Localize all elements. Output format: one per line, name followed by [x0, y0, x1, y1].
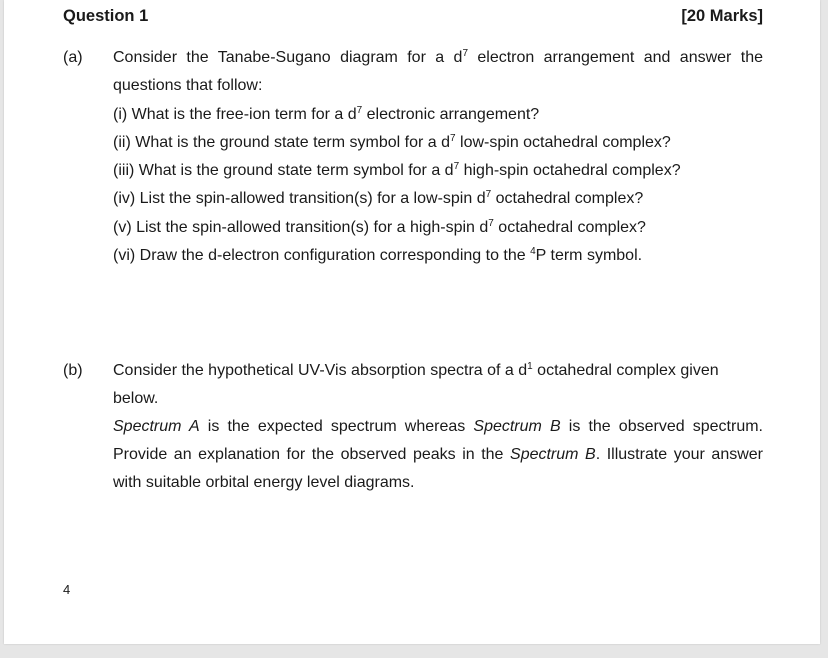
part-b-line-4: Provide an explanation for the observed peaks in the Spectrum B. Illustrate your answer — [113, 446, 763, 463]
part-b-line-1: Consider the hypothetical UV-Vis absorption spectra of a $d^1$ octahedral complex given — [113, 361, 719, 379]
part-a-intro-line-1: Consider the Tanabe-Sugano diagram for a $d^7$ electron arrangement and answer the — [113, 48, 763, 66]
part-a-item-4: (iv) List the spin-allowed transition(s) for a low-spin $d^7$ octahedral complex? — [113, 189, 644, 207]
marks-label: [20 Marks] — [681, 7, 763, 25]
part-a-item-5: (v) List the spin-allowed transition(s) for a high-spin $d^7$ octahedral complex? — [113, 218, 646, 236]
question-title: Question 1 — [63, 7, 149, 25]
part-a-intro-line-2: questions that follow: — [113, 77, 263, 94]
part-b-line-3: Spectrum A is the expected spectrum whereas Spectrum B is the observed spectrum. — [113, 418, 763, 435]
page-number: 4 — [63, 582, 71, 597]
part-a-item-6: (vi) Draw the d-electron configuration corresponding to the $^4$P term symbol. — [113, 246, 643, 264]
document-page — [4, 0, 820, 644]
part-a-item-1: (i) What is the free-ion term for a $d^7$ electronic arrangement? — [113, 105, 540, 123]
part-a-item-3: (iii) What is the ground state term symbol for a $d^7$ high-spin octahedral complex? — [113, 161, 681, 179]
part-b-label: (b) — [63, 362, 83, 379]
part-b-line-5: with suitable orbital energy level diagrams. — [113, 474, 415, 491]
part-b-line-2: below. — [113, 390, 159, 407]
part-a-label: (a) — [63, 49, 83, 66]
part-a-item-2: (ii) What is the ground state term symbol for a $d^7$ low-spin octahedral complex? — [113, 133, 671, 151]
